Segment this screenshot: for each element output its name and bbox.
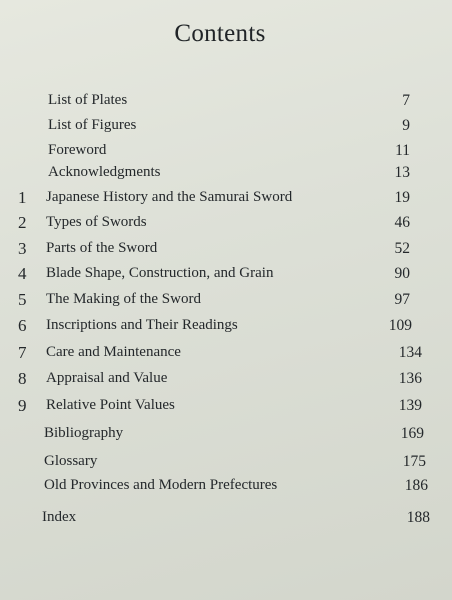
entry-title: Acknowledgments: [48, 164, 161, 180]
toc-entry: [0, 240, 452, 264]
chapter-number: 6: [18, 316, 27, 335]
page-number: 9: [402, 117, 410, 134]
page-number: 169: [400, 425, 424, 442]
page-number: 109: [388, 317, 412, 334]
page-number: 97: [394, 291, 410, 308]
toc-entry: [0, 425, 452, 449]
toc-entry: [0, 92, 452, 116]
page-number: 11: [395, 142, 410, 159]
entry-title: Bibliography: [44, 425, 124, 441]
chapter-number: 5: [18, 290, 27, 309]
page-number: 139: [398, 397, 422, 414]
toc-entry: [0, 291, 452, 315]
entry-title: Blade Shape, Construction, and Grain: [46, 265, 274, 281]
chapter-number: 7: [18, 343, 27, 362]
chapter-number: 3: [18, 239, 27, 258]
page-number: 186: [404, 477, 428, 494]
entry-title: Parts of the Sword: [46, 240, 158, 256]
entry-title: Appraisal and Value: [46, 370, 168, 386]
toc-entry: [0, 344, 452, 368]
page-number: 136: [398, 370, 422, 387]
page-number: 188: [406, 509, 430, 526]
toc-entry: [0, 453, 452, 477]
toc-entry: [0, 214, 452, 238]
page-title: Contents: [174, 20, 266, 47]
entry-title: Foreword: [48, 142, 107, 158]
page-number: 7: [402, 92, 410, 109]
toc-entry: [0, 164, 452, 188]
page-number: 175: [402, 453, 426, 470]
entry-title: Relative Point Values: [46, 397, 175, 413]
entry-title: Index: [42, 509, 77, 525]
entry-title: Types of Swords: [46, 214, 147, 230]
page-number: 134: [398, 344, 422, 361]
toc-entry: [0, 117, 452, 141]
entry-title: Old Provinces and Modern Prefectures: [44, 477, 278, 493]
toc-entry: [0, 265, 452, 289]
toc-entry: [0, 477, 452, 501]
toc-entry: [0, 189, 452, 213]
entry-title: Care and Maintenance: [46, 344, 181, 360]
entry-title: List of Figures: [48, 117, 137, 133]
chapter-number: 9: [18, 396, 27, 415]
chapter-number: 4: [18, 264, 27, 283]
entry-title: List of Plates: [48, 92, 128, 108]
page-number: 46: [394, 214, 410, 231]
toc-entry: [0, 397, 452, 421]
chapter-number: 1: [18, 188, 27, 207]
toc-entry: [0, 370, 452, 394]
entry-title: The Making of the Sword: [46, 291, 201, 307]
entry-title: Japanese History and the Samurai Sword: [46, 189, 293, 205]
toc-entry: [0, 509, 452, 533]
toc-entry: [0, 317, 452, 341]
toc-entry: [0, 142, 452, 166]
chapter-number: 8: [18, 369, 27, 388]
page-number: 90: [394, 265, 410, 282]
page-number: 13: [394, 164, 410, 181]
entry-title: Inscriptions and Their Readings: [46, 317, 238, 333]
chapter-number: 2: [18, 213, 27, 232]
page-number: 19: [394, 189, 410, 206]
page-number: 52: [394, 240, 410, 257]
entry-title: Glossary: [44, 453, 98, 469]
